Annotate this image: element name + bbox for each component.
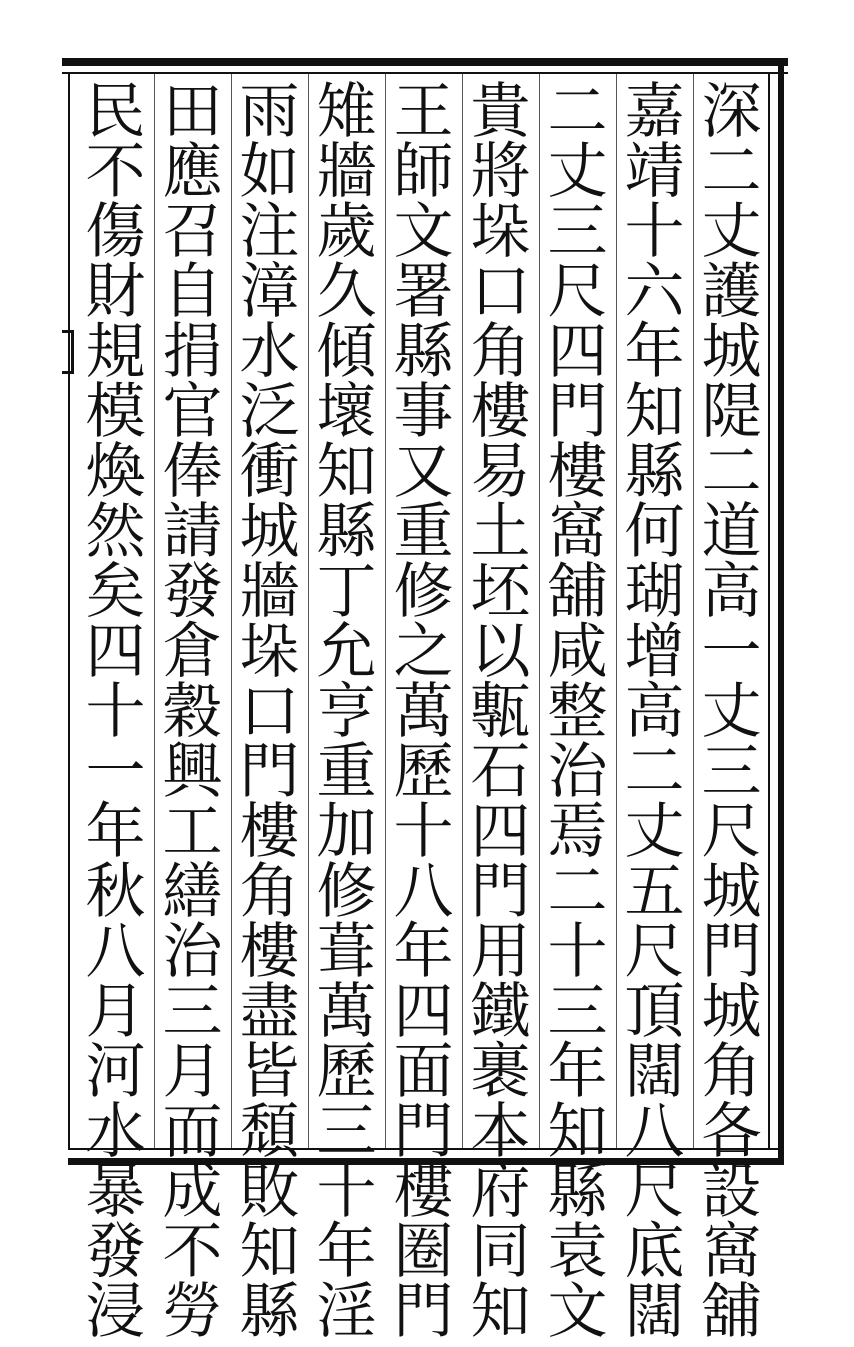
character: 門 [239,737,300,807]
character: 城 [239,497,300,567]
character: 同 [470,1217,531,1287]
character: 丁 [316,557,377,627]
character: 成 [162,1157,223,1227]
character: 鐵 [470,977,531,1047]
character: 土 [470,497,531,567]
character: 加 [316,797,377,867]
character: 角 [470,317,531,387]
character: 將 [470,137,531,207]
character: 設 [701,1157,762,1227]
left-border [68,72,70,1150]
character: 隄 [701,377,762,447]
character: 月 [85,977,146,1047]
character: 本 [470,1097,531,1167]
character: 門 [547,377,608,447]
character: 署 [393,257,454,327]
character: 用 [470,917,531,987]
character: 牆 [316,137,377,207]
character: 三 [701,737,762,807]
character: 允 [316,617,377,687]
character: 垛 [239,617,300,687]
character: 田 [162,77,223,147]
character: 久 [316,257,377,327]
character: 縣 [624,437,685,507]
character: 文 [393,197,454,267]
character: 高 [701,557,762,627]
character: 水 [85,1097,146,1167]
character: 浸 [85,1277,146,1347]
text-column [387,77,461,1347]
character: 繕 [162,857,223,927]
character: 泛 [239,377,300,447]
character: 面 [393,1037,454,1107]
character: 八 [393,857,454,927]
character: 十 [85,677,146,747]
character: 暴 [85,1157,146,1227]
character: 尺 [624,1157,685,1227]
character: 五 [624,857,685,927]
character: 重 [393,497,454,567]
character: 三 [547,977,608,1047]
character: 年 [393,917,454,987]
character: 裹 [470,1037,531,1107]
character: 規 [85,317,146,387]
character: 高 [624,677,685,747]
character: 一 [701,617,762,687]
character: 樓 [547,437,608,507]
character: 十 [393,797,454,867]
character: 敗 [239,1157,300,1227]
character: 六 [624,257,685,327]
character: 四 [85,617,146,687]
character: 焉 [547,797,608,867]
character: 召 [162,197,223,267]
text-column [464,77,538,1347]
top-border-thick [62,58,788,66]
character: 年 [85,797,146,867]
text-column [156,77,230,1347]
character: 樓 [470,377,531,447]
character: 城 [701,317,762,387]
character: 靖 [624,137,685,207]
character: 財 [85,257,146,327]
character: 垛 [470,197,531,267]
character: 各 [701,1097,762,1167]
character: 道 [701,497,762,567]
character: 知 [316,437,377,507]
character: 盡 [239,977,300,1047]
character: 萬 [316,977,377,1047]
character: 袁 [547,1217,608,1287]
character: 民 [85,77,146,147]
character: 尺 [624,917,685,987]
character: 以 [470,617,531,687]
character: 請 [162,497,223,567]
top-border-thin [62,72,788,74]
character: 俸 [162,437,223,507]
character: 牆 [239,557,300,627]
character: 治 [162,917,223,987]
character: 瑚 [624,557,685,627]
character: 如 [239,137,300,207]
character: 倉 [162,617,223,687]
character: 知 [547,1097,608,1167]
character: 門 [393,1277,454,1347]
character: 四 [470,797,531,867]
character: 頂 [624,977,685,1047]
character: 咸 [547,617,608,687]
text-column [695,77,769,1347]
character: 四 [547,317,608,387]
character: 二 [701,137,762,207]
character: 穀 [162,677,223,747]
character: 勞 [162,1277,223,1347]
character: 捐 [162,317,223,387]
character: 門 [393,1097,454,1167]
character: 何 [624,497,685,567]
character: 縣 [547,1157,608,1227]
character: 丈 [547,137,608,207]
character: 角 [701,1037,762,1107]
character: 丈 [701,677,762,747]
character: 官 [162,377,223,447]
character: 亨 [316,677,377,747]
character: 二 [547,77,608,147]
character: 口 [470,257,531,327]
character: 秋 [85,857,146,927]
character: 整 [547,677,608,747]
character: 增 [624,617,685,687]
character: 圈 [393,1217,454,1287]
character: 壞 [316,377,377,447]
right-border-thick [778,58,784,1165]
character: 雨 [239,77,300,147]
character: 縣 [316,497,377,567]
character: 而 [162,1097,223,1167]
character: 頹 [239,1097,300,1167]
character: 深 [701,77,762,147]
character: 門 [701,917,762,987]
character: 四 [393,977,454,1047]
character: 衝 [239,437,300,507]
character: 窩 [701,1217,762,1287]
character: 甎 [470,677,531,747]
character: 葺 [316,917,377,987]
character: 月 [162,1037,223,1107]
character: 文 [547,1277,608,1347]
character: 注 [239,197,300,267]
character: 三 [316,1097,377,1167]
character: 不 [85,137,146,207]
character: 口 [239,677,300,747]
character: 丈 [701,197,762,267]
character: 貴 [470,77,531,147]
character: 舖 [547,557,608,627]
character: 淫 [316,1277,377,1347]
character: 雉 [316,77,377,147]
character: 舖 [701,1277,762,1347]
character: 十 [316,1157,377,1227]
character: 易 [470,437,531,507]
character: 坯 [470,557,531,627]
character: 闊 [624,1037,685,1107]
character: 樓 [239,917,300,987]
character: 知 [624,377,685,447]
character: 城 [701,857,762,927]
character: 二 [547,857,608,927]
character: 八 [85,917,146,987]
character: 八 [624,1097,685,1167]
character: 樓 [393,1157,454,1227]
character: 十 [547,917,608,987]
character: 闊 [624,1277,685,1347]
character: 縣 [393,317,454,387]
character: 不 [162,1217,223,1287]
character: 事 [393,377,454,447]
character: 三 [162,977,223,1047]
character: 歷 [393,737,454,807]
character: 興 [162,737,223,807]
character: 歲 [316,197,377,267]
text-column [541,77,615,1347]
character: 然 [85,497,146,567]
character: 年 [316,1217,377,1287]
character: 重 [316,737,377,807]
character: 王 [393,77,454,147]
character: 萬 [393,677,454,747]
text-column [618,77,692,1347]
fold-mark [62,330,74,374]
character: 又 [393,437,454,507]
character: 知 [239,1217,300,1287]
character: 年 [624,317,685,387]
character: 應 [162,137,223,207]
character: 煥 [85,437,146,507]
character: 縣 [239,1277,300,1347]
character: 十 [624,197,685,267]
character: 師 [393,137,454,207]
text-column [233,77,307,1347]
character: 三 [547,197,608,267]
character: 府 [470,1157,531,1227]
character: 尺 [701,797,762,867]
character: 漳 [239,257,300,327]
character: 水 [239,317,300,387]
character: 石 [470,737,531,807]
character: 護 [701,257,762,327]
character: 傷 [85,197,146,267]
character: 二 [701,437,762,507]
character: 皆 [239,1037,300,1107]
character: 歷 [316,1037,377,1107]
character: 發 [85,1217,146,1287]
character: 角 [239,857,300,927]
character: 年 [547,1037,608,1107]
character: 門 [470,857,531,927]
character: 發 [162,557,223,627]
text-column [310,77,384,1347]
character: 知 [470,1277,531,1347]
character: 模 [85,377,146,447]
text-column [79,77,153,1347]
character: 矣 [85,557,146,627]
character: 窩 [547,497,608,567]
character: 樓 [239,797,300,867]
character: 傾 [316,317,377,387]
character: 二 [624,737,685,807]
character: 河 [85,1037,146,1107]
character: 嘉 [624,77,685,147]
character: 之 [393,617,454,687]
character: 自 [162,257,223,327]
character: 尺 [547,257,608,327]
character: 工 [162,797,223,867]
character: 修 [393,557,454,627]
character: 丈 [624,797,685,867]
character: 治 [547,737,608,807]
character: 城 [701,977,762,1047]
character: 修 [316,857,377,927]
character: 底 [624,1217,685,1287]
character: 一 [85,737,146,807]
